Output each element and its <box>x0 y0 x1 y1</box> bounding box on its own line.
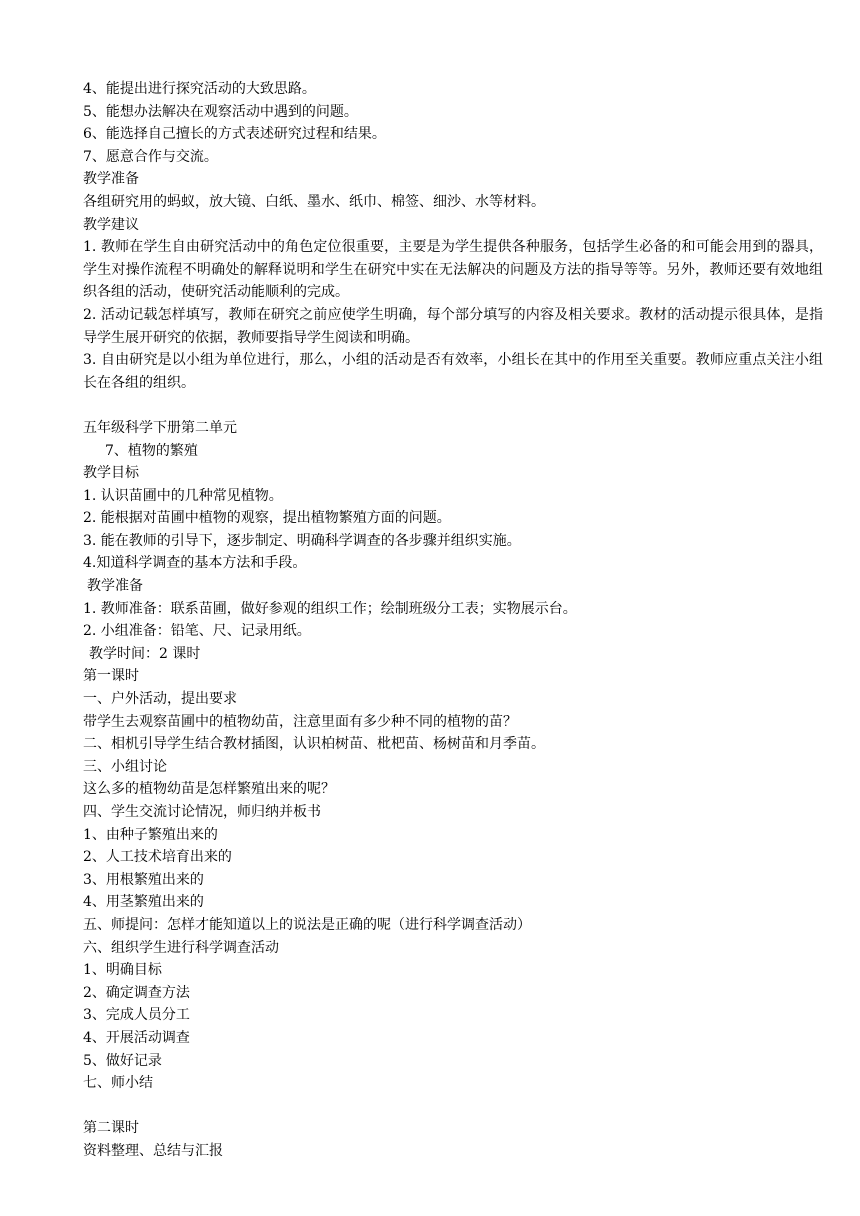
lesson-two-heading: 第二课时 <box>83 1120 139 1137</box>
lesson-one-heading: 第一课时 <box>83 668 139 685</box>
goal-item: 1. 认识苗圃中的几种常见植物。 <box>83 487 283 504</box>
lesson-step: 4、用茎繁殖出来的 <box>83 894 204 911</box>
section-heading-goals: 教学目标 <box>83 465 139 482</box>
goal-item: 3. 能在教师的引导下，逐步制定、明确科学调查的各步骤并组织实施。 <box>83 532 521 549</box>
section-heading-preparation: 教学准备 <box>83 171 139 188</box>
preparation-item: 1. 教师准备：联系苗圃，做好参观的组织工作；绘制班级分工表；实物展示台。 <box>83 600 577 617</box>
spacer <box>83 394 823 417</box>
teaching-time: 教学时间：2 课时 <box>89 645 201 662</box>
lesson-step: 3、用根繁殖出来的 <box>83 871 204 888</box>
section-heading-preparation: 教学准备 <box>87 578 143 595</box>
lesson-step: 这么多的植物幼苗是怎样繁殖出来的呢？ <box>83 781 335 798</box>
lesson-step: 一、户外活动，提出要求 <box>83 691 237 708</box>
unit-title: 五年级科学下册第二单元 <box>83 419 237 436</box>
advice-paragraph: 1. 教师在学生自由研究活动中的角色定位很重要，主要是为学生提供各种服务，包括学生必备的和可能会用到的器具，学生对操作流程不明确处的解释说明和学生在研究中实在无法解决的问题及方法的指导等等。另外，教师还要有效地组织各组的活动，使研究活动能顺利的完成。 <box>83 239 823 301</box>
lesson-step: 2、确定调查方法 <box>83 984 190 1001</box>
lesson-step: 带学生去观察苗圃中的植物幼苗，注意里面有多少种不同的植物的苗？ <box>83 713 517 730</box>
lesson-step: 三、小组讨论 <box>83 758 167 775</box>
lesson-title: 7、植物的繁殖 <box>105 442 198 459</box>
goal-item: 7、愿意合作与交流。 <box>83 148 218 165</box>
goal-item: 2. 能根据对苗圃中植物的观察，提出植物繁殖方面的问题。 <box>83 510 451 527</box>
lesson-step: 六、组织学生进行科学调查活动 <box>83 939 279 956</box>
lesson-step: 二、相机引导学生结合教材插图，认识柏树苗、枇杷苗、杨树苗和月季苗。 <box>83 736 545 753</box>
goal-item: 4.知道科学调查的基本方法和手段。 <box>83 555 307 572</box>
goal-item: 4、能提出进行探究活动的大致思路。 <box>83 81 316 97</box>
goal-item: 6、能选择自己擅长的方式表述研究过程和结果。 <box>83 126 386 143</box>
lesson-step: 1、由种子繁殖出来的 <box>83 826 218 843</box>
section-heading-advice: 教学建议 <box>83 216 139 233</box>
preparation-text: 各组研究用的蚂蚁，放大镜、白纸、墨水、纸巾、棉签、细沙、水等材料。 <box>83 193 545 210</box>
lesson-step: 2、人工技术培育出来的 <box>83 849 232 866</box>
lesson-step: 七、师小结 <box>83 1075 153 1092</box>
lesson-step: 五、师提问：怎样才能知道以上的说法是正确的呢（进行科学调查活动） <box>83 916 531 933</box>
document-body <box>83 78 823 1163</box>
lesson-step: 四、学生交流讨论情况，师归纳并板书 <box>83 804 321 820</box>
advice-paragraph: 2. 活动记载怎样填写，教师在研究之前应使学生明确，每个部分填写的内容及相关要求。教材的活动提示很具体，是指导学生展开研究的依据，教师要指导学生阅读和明确。 <box>83 306 823 346</box>
goal-item: 5、能想办法解决在观察活动中遇到的问题。 <box>83 103 358 120</box>
advice-paragraph: 3. 自由研究是以小组为单位进行，那么，小组的活动是否有效率，小组长在其中的作用至关重要。教师应重点关注小组长在各组的组织。 <box>83 352 823 391</box>
spacer <box>83 1095 823 1118</box>
lesson-step: 5、做好记录 <box>83 1052 162 1069</box>
lesson-step: 资料整理、总结与汇报 <box>83 1142 223 1159</box>
lesson-step: 3、完成人员分工 <box>83 1007 190 1024</box>
lesson-step: 1、明确目标 <box>83 962 162 979</box>
preparation-item: 2. 小组准备：铅笔、尺、记录用纸。 <box>83 623 311 640</box>
lesson-step: 4、开展活动调查 <box>83 1029 190 1046</box>
